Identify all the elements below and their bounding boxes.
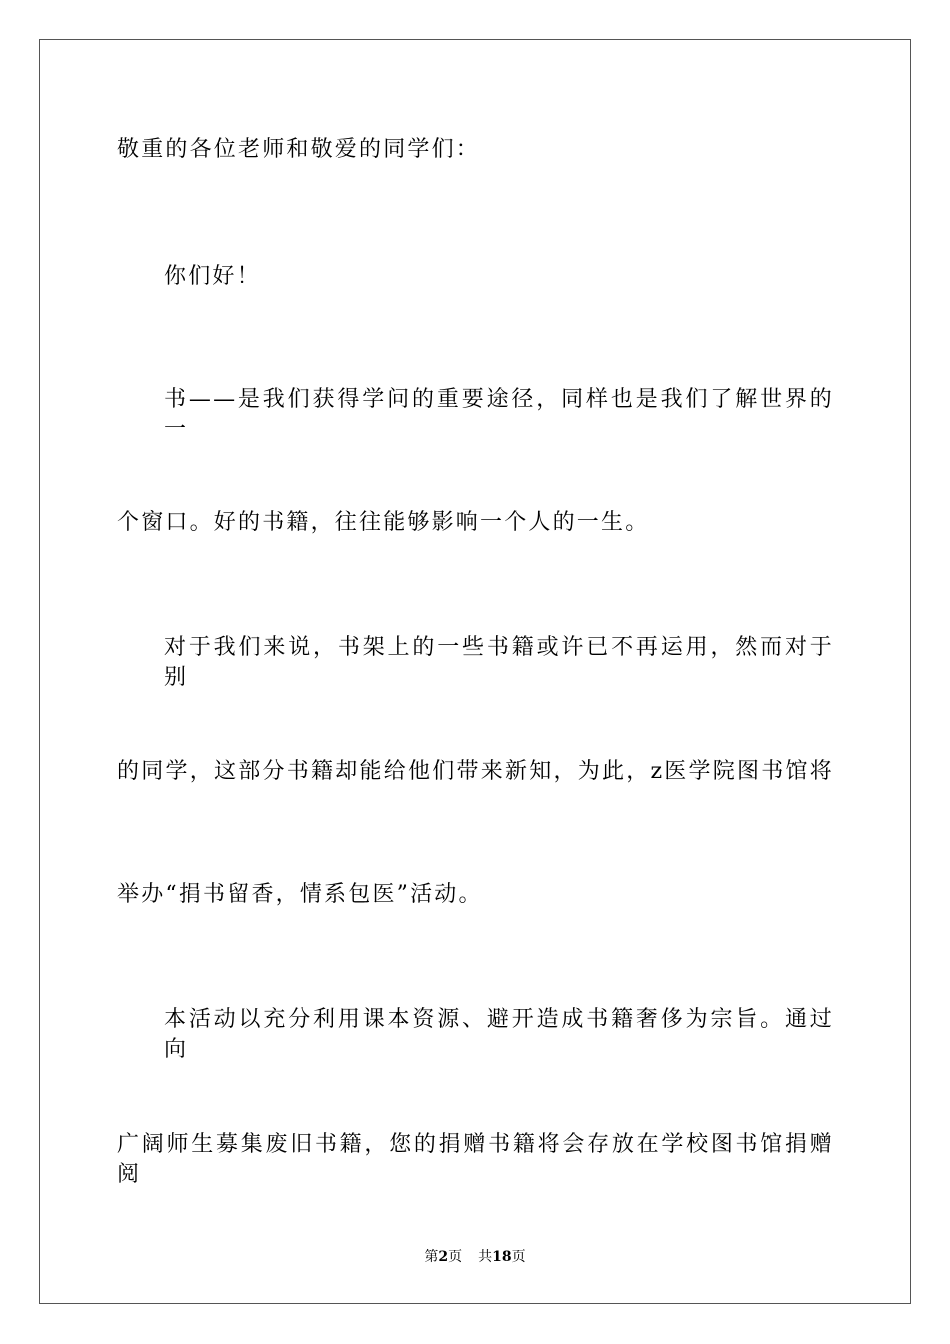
page-number: 2	[438, 1249, 449, 1265]
page-footer	[0, 1248, 950, 1266]
paragraph-line: 举办“捐书留香，情系包医”活动。	[117, 882, 483, 907]
paragraph-line: 的同学，这部分书籍却能给他们带来新知，为此，z医学院图书馆将	[117, 759, 834, 784]
greeting-line: 你们好！	[164, 264, 261, 289]
paragraph-line: 广阔师生募集废旧书籍，您的捐赠书籍将会存放在学校图书馆捐赠阅	[117, 1132, 834, 1187]
salutation-line: 敬重的各位老师和敬爱的同学们：	[117, 137, 481, 162]
total-label-suffix: 页	[511, 1249, 526, 1265]
total-pages: 18	[492, 1249, 512, 1265]
total-label-prefix: 共	[478, 1249, 493, 1265]
page-label-suffix: 页	[448, 1249, 463, 1265]
paragraph-line: 对于我们来说，书架上的一些书籍或许已不再运用，然而对于别	[164, 635, 834, 690]
paragraph-line: 书——是我们获得学问的重要途径，同样也是我们了解世界的一	[164, 387, 834, 442]
paragraph-line: 个窗口。好的书籍，往往能够影响一个人的一生。	[117, 510, 650, 535]
paragraph-line: 本活动以充分利用课本资源、避开造成书籍奢侈为宗旨。通过向	[164, 1007, 834, 1062]
page-label-prefix: 第	[424, 1249, 439, 1265]
